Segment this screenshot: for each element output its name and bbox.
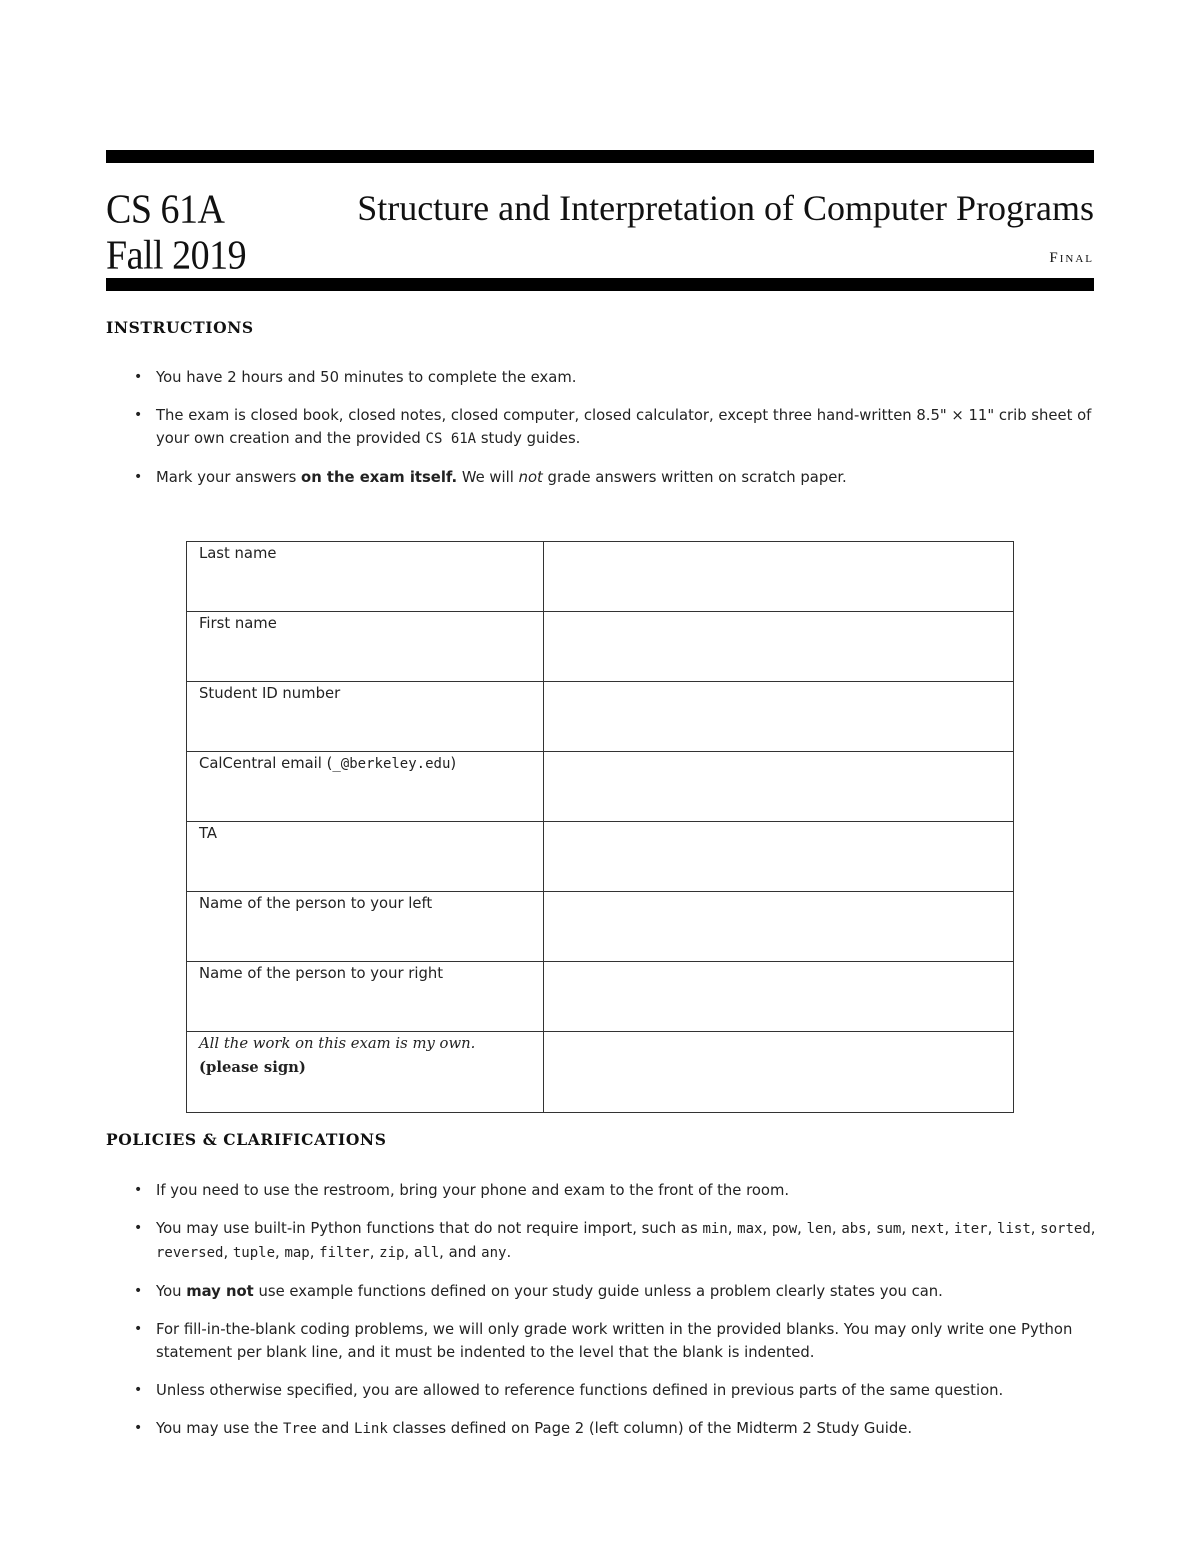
student-id-label: Student ID number [187,682,544,752]
table-row [187,822,1014,892]
table-row [187,892,1014,962]
course-title: Structure and Interpretation of Computer Programs [357,188,1094,228]
ta-field[interactable] [544,822,1014,892]
header-top-rule [106,150,1094,163]
course-code: CS 61A [106,187,225,233]
policy-item: • You may not use example functions defined on your study guide unless a problem clearly states you can. [134,1280,1096,1303]
first-name-field[interactable] [544,612,1014,682]
table-row [187,752,1014,822]
table-row [187,962,1014,1032]
student-info-table [186,541,1014,1113]
course-term: Fall 2019 [106,233,247,279]
instructions-heading: INSTRUCTIONS [106,318,254,337]
table-row [187,1032,1014,1113]
signature-field[interactable] [544,1032,1014,1113]
right-person-label: Name of the person to your right [187,962,544,1032]
instruction-item: • Mark your answers on the exam itself. We will not grade answers written on scratch paper. [134,466,1096,489]
policy-item: • You may use the Tree and Link classes defined on Page 2 (left column) of the Midterm 2 Study Guide. [134,1417,1096,1441]
table-row [187,612,1014,682]
left-person-label: Name of the person to your left [187,892,544,962]
table-row [187,682,1014,752]
policy-item: • If you need to use the restroom, bring your phone and exam to the front of the room. [134,1179,1096,1202]
email-label: CalCentral email (_@berkeley.edu) [187,752,544,822]
policy-item: • Unless otherwise specified, you are allowed to reference functions defined in previous parts of the same question. [134,1379,1096,1402]
exam-type: Final [1049,250,1094,266]
first-name-label: First name [187,612,544,682]
last-name-label: Last name [187,542,544,612]
email-field[interactable] [544,752,1014,822]
table-row [187,542,1014,612]
sign-note: (please sign) [199,1059,306,1076]
ta-label: TA [187,822,544,892]
pledge-label [187,1032,544,1113]
left-person-field[interactable] [544,892,1014,962]
header-bottom-rule [106,278,1094,291]
instruction-item: • You have 2 hours and 50 minutes to complete the exam. [134,366,1096,389]
policies-list [134,1179,1096,1456]
policy-item: • You may use built-in Python functions that do not require import, such as min, max, pow, len, abs, sum, next, iter, list, sorted, reversed, tuple, map, filter, zip, all, and any. [134,1217,1096,1265]
instructions-list [134,366,1096,504]
instruction-item: • The exam is closed book, closed notes, closed computer, closed calculator, except three hand-written 8.5" × 11" crib sheet of your own creation and the provided CS 61A study guides. [134,404,1096,451]
student-id-field[interactable] [544,682,1014,752]
policies-heading: POLICIES & CLARIFICATIONS [106,1130,387,1149]
right-person-field[interactable] [544,962,1014,1032]
pledge-text: All the work on this exam is my own. [199,1035,476,1052]
last-name-field[interactable] [544,542,1014,612]
policy-item: • For fill-in-the-blank coding problems, we will only grade work written in the provided blanks. You may only write one Python statement per blank line, and it must be indented to the level that the blank is indented. [134,1318,1096,1364]
